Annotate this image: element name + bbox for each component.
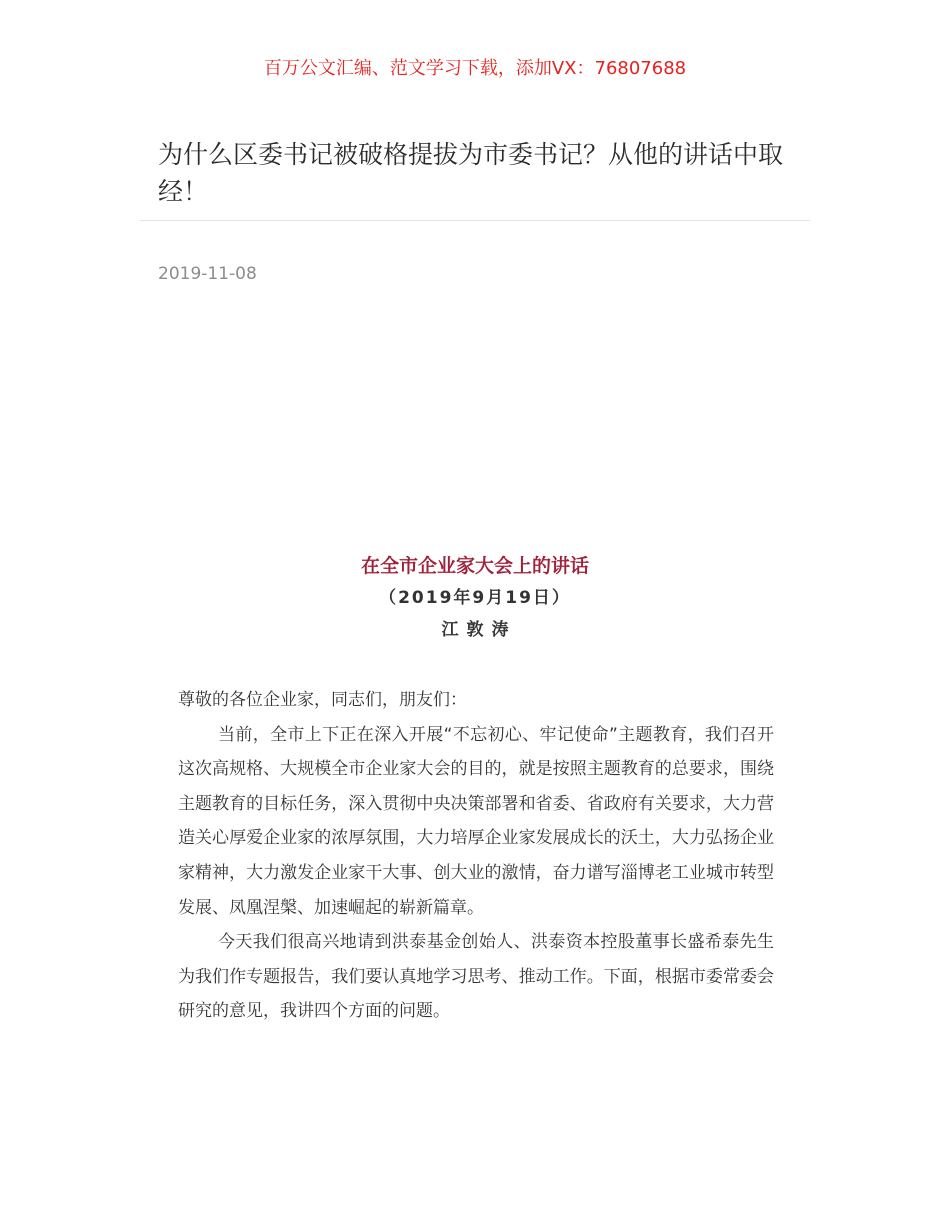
publish-date: 2019-11-08 — [158, 264, 257, 284]
article-title: 为什么区委书记被破格提拔为市委书记？从他的讲话中取经！ — [158, 140, 784, 206]
speech-date: （2019年9月19日） — [379, 588, 571, 608]
speech-author: 江敦涛 — [441, 620, 517, 640]
speech-title: 在全市企业家大会上的讲话 — [360, 555, 589, 577]
title-divider — [140, 220, 810, 221]
body-paragraph-1: 当前，全市上下正在深入开展“不忘初心、牢记使命”主题教育，我们召开这次高规格、大规模全市企业家大会的目的，就是按照主题教育的总要求，围绕主题教育的目标任务，深入贯彻中央决策部署和省委、省政府有关要求，大力营造关心厚爱企业家的浓厚氛围，大力培厚企业家发展成长的沃土，大力弘扬企业家精神，大力激发企业家干大事、创大业的激情，奋力谱写淄博老工业城市转型发展、凤凰涅槃、加速崛起的崭新篇章。 — [178, 724, 774, 918]
body-paragraph-2: 今天我们很高兴地请到洪泰基金创始人、洪泰资本控股董事长盛希泰先生为我们作专题报告，我们要认真地学习思考、推动工作。下面，根据市委常委会研究的意见，我讲四个方面的问题。 — [178, 932, 774, 1022]
salutation: 尊敬的各位企业家，同志们，朋友们： — [178, 690, 467, 710]
watermark-banner: 百万公文汇编、范文学习下载，添加VX：76807688 — [263, 58, 687, 79]
speech-header — [0, 552, 950, 644]
speech-body — [178, 683, 774, 1029]
